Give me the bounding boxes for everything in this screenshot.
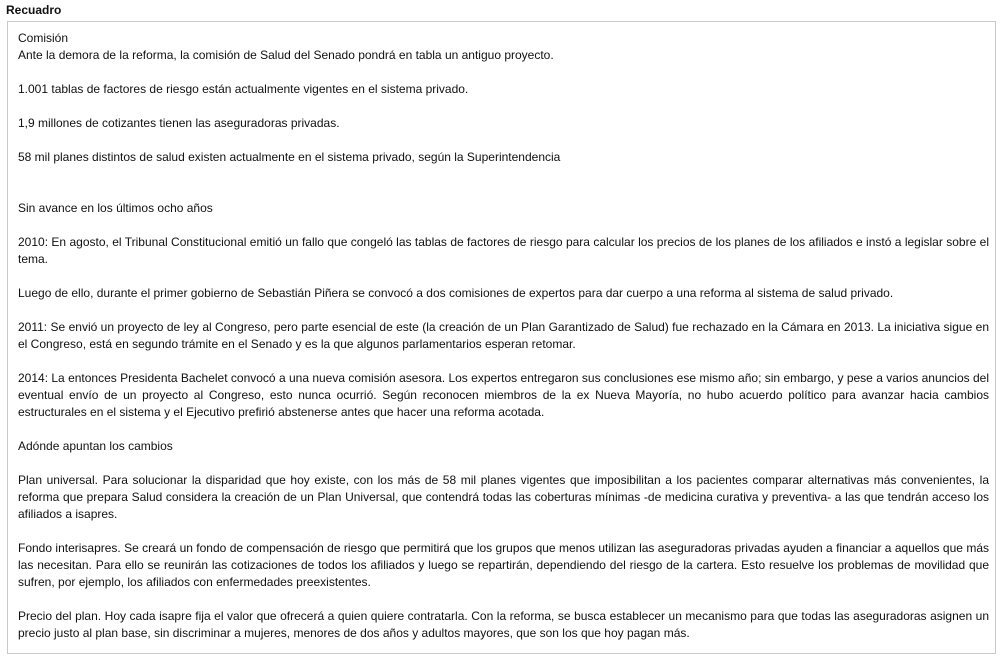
recuadro-content bbox=[18, 30, 989, 642]
history-paragraph: 2010: En agosto, el Tribunal Constitucional emitió un fallo que congeló las tablas de factores de riesgo para calcular los precios de los planes de los afiliados e instó a legislar sobre el tema. bbox=[18, 235, 989, 266]
changes-heading: Adónde apuntan los cambios bbox=[18, 439, 173, 453]
stat-item: 58 mil planes distintos de salud existen actualmente en el sistema privado, según la Superintendencia bbox=[18, 150, 561, 164]
stat-item: 1.001 tablas de factores de riesgo están actualmente vigentes en el sistema privado. bbox=[18, 82, 469, 96]
section-title: Recuadro bbox=[6, 3, 62, 17]
history-paragraph: 2011: Se envió un proyecto de ley al Congreso, pero parte esencial de este (la creación de un Plan Garantizado de Salud) fue rechazado en la Cámara en 2013. La iniciativa sigue en el Congreso, está en segundo trámite en el Senado y es la que algunos parlamentarios esperan retomar. bbox=[18, 320, 989, 351]
changes-paragraph: Plan universal. Para solucionar la disparidad que hoy existe, con los más de 58 mil planes vigentes que imposibilitan a los pacientes comparar alternativas más convenientes, la reforma que prepara Salud considera la creación de un Plan Universal, que contendrá todas las coberturas mínimas -de medicina curativa y preventiva- a las que tendrán acceso los afiliados a isapres. bbox=[18, 473, 989, 521]
stat-item: 1,9 millones de cotizantes tienen las aseguradoras privadas. bbox=[18, 116, 340, 130]
box-intro: Ante la demora de la reforma, la comisión de Salud del Senado pondrá en tabla un antiguo proyecto. bbox=[18, 48, 554, 62]
changes-paragraph: Fondo interisapres. Se creará un fondo de compensación de riesgo que permitirá que los grupos que menos utilizan las aseguradoras privadas ayuden a financiar a aquellos que más las necesitan. Para ello se reunirán las cotizaciones de todos los afiliados y luego se repartirán, dependiendo del riesgo de la cartera. Esto resuelve los problemas de movilidad que sufren, por ejemplo, los afiliados con enfermedades preexistentes. bbox=[18, 541, 989, 589]
history-paragraph: Luego de ello, durante el primer gobierno de Sebastián Piñera se convocó a dos comisiones de expertos para dar cuerpo a una reforma al sistema de salud privado. bbox=[18, 286, 894, 300]
recuadro-box bbox=[7, 21, 996, 654]
history-heading: Sin avance en los últimos ocho años bbox=[18, 201, 213, 215]
history-paragraph: 2014: La entonces Presidenta Bachelet convocó a una nueva comisión asesora. Los expertos entregaron sus conclusiones ese mismo año; sin embargo, y pese a varios anuncios del eventual envío de un proyecto al Congreso, esto nunca ocurrió. Según reconocen miembros de la ex Nueva Mayoría, no hubo acuerdo político para avanzar hacia cambios estructurales en el sistema y el Ejecutivo prefirió abstenerse antes que hacer una reforma acotada. bbox=[18, 371, 989, 419]
box-heading: Comisión bbox=[18, 31, 69, 45]
changes-paragraph: Precio del plan. Hoy cada isapre fija el valor que ofrecerá a quien quiere contratarla. Con la reforma, se busca establecer un mecanismo para que todas las aseguradoras asignen un precio justo al plan base, sin discriminar a mujeres, menores de dos años y adultos mayores, que son los que hoy pagan más. bbox=[18, 609, 989, 640]
